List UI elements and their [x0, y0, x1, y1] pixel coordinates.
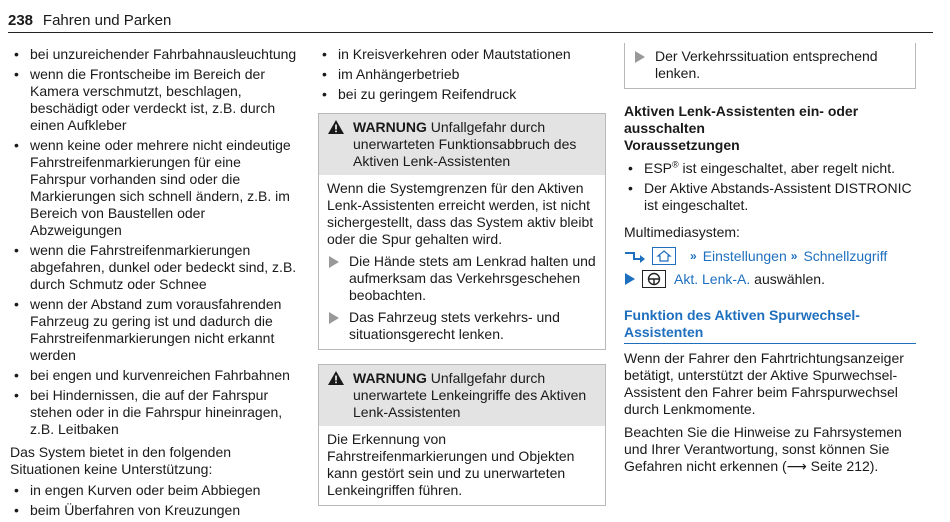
limitations-list	[10, 46, 300, 438]
requirements-list	[624, 160, 916, 214]
list-item: • ESP® ist eingeschaltet, aber regelt nicht.	[624, 160, 916, 177]
chevron-double-icon: »	[790, 248, 798, 263]
list-item: • wenn die Frontscheibe im Bereich der Kamera verschmutzt, beschlagen, beschädigt oder verdeckt ist, z.B. durch einen Aufkleber	[10, 66, 300, 134]
home-button[interactable]	[652, 247, 676, 265]
list-item: • wenn der Abstand zum vorausfahrenden Fahrzeug zu gering ist und dadurch die Fahrstreifenmarkierungen nicht erkannt werden	[10, 296, 300, 364]
warning-box-2	[318, 364, 606, 506]
warning-title: Unfallgefahr durch unerwartete Lenkeingriffe des Aktiven Lenk-Assistenten	[353, 370, 587, 420]
paragraph: Das System bietet in den folgenden Situationen keine Unterstützung:	[10, 444, 232, 477]
select-step	[624, 269, 916, 289]
steering-assist-button[interactable]	[642, 270, 666, 288]
warning-body	[319, 426, 605, 505]
paragraph: Wenn der Fahrer den Fahrtrichtungsanzeiger betätigt, unterstützt der Aktive Spurwechsel-Assistent den Fahrer beim Fahrspurwechsel durch Lenkmomente.	[624, 350, 904, 417]
subheading-requirements: Voraussetzungen	[624, 137, 740, 153]
column-3	[624, 46, 916, 475]
menu-item-quick-access[interactable]: Schnellzugriff	[803, 247, 888, 264]
list-item: • wenn die Fahrstreifenmarkierungen abgefahren, dunkel oder bedeckt sind, z.B. durch Schmutz oder Schnee	[10, 242, 300, 293]
steering-wheel-icon	[643, 271, 665, 287]
warning-text: Wenn die Systemgrenzen für den Aktiven Lenk-Assistenten erreicht werden, ist nicht sichergestellt, dass das System aktiv bleibt oder die Spur gehalten wird.	[327, 180, 594, 247]
multimedia-label: Multimediasystem:	[624, 224, 740, 240]
list-item: • bei zu geringem Reifendruck	[318, 86, 606, 103]
list-item: • im Anhängerbetrieb	[318, 66, 606, 83]
warning-box-1	[318, 113, 606, 350]
list-item: • in Kreisverkehren oder Mautstationen	[318, 46, 606, 63]
no-support-list	[10, 482, 300, 519]
warning-label: WARNUNG	[353, 119, 427, 135]
section-heading: Aktiven Lenk-Assistenten ein- oder ausschalten	[624, 103, 859, 136]
arrow-right-icon	[329, 312, 339, 324]
warning-label: WARNUNG	[353, 370, 427, 386]
list-item: • in engen Kurven oder beim Abbiegen	[10, 482, 300, 499]
menu-item-settings[interactable]: Einstellungen	[702, 247, 787, 264]
list-item: Das Fahrzeug stets verkehrs- und situationsgerecht lenken.	[327, 309, 597, 343]
navigation-path	[624, 246, 916, 266]
list-item: • bei unzureichender Fahrbahnausleuchtung	[10, 46, 300, 63]
column-2	[318, 46, 606, 506]
page-number: 238	[8, 12, 34, 29]
warning-triangle-icon	[327, 119, 345, 135]
paragraph: Beachten Sie die Hinweise zu Fahrsystemen und Ihrer Verantwortung, sonst können Sie Gefahren nicht erkennen (⟶ Seite 212).	[624, 424, 902, 474]
list-item: • bei engen und kurvenreichen Fahrbahnen	[10, 367, 300, 384]
column-1	[10, 46, 300, 522]
warning-continuation	[624, 43, 916, 89]
warning-header	[319, 365, 605, 426]
arrow-right-icon	[624, 273, 636, 285]
page-header	[8, 12, 933, 33]
list-item: • beim Überfahren von Kreuzungen	[10, 502, 300, 519]
warning-triangle-icon	[327, 370, 345, 386]
step-text: auswählen.	[750, 270, 825, 287]
section-title: Funktion des Aktiven Spurwechsel-Assistenten	[624, 307, 916, 344]
list-item: Der Verkehrssituation entsprechend lenken.	[633, 48, 907, 82]
warning-header	[319, 114, 605, 175]
warning-text: Die Erkennung von Fahrstreifenmarkierungen und Objekten kann gestört sein und zu unerwarteten Lenkeingriffen führen.	[327, 431, 575, 498]
warning-body	[319, 175, 605, 349]
list-item: • wenn keine oder mehrere nicht eindeutige Fahrstreifenmarkierungen für eine Fahrspur vorhanden sind oder die Markierungen sich schnell ändern, z.B. im Bereich von Baustellen oder Abzweigungen	[10, 137, 300, 239]
chevron-double-icon: »	[690, 248, 697, 263]
steering-assist-link[interactable]: Akt. Lenk-A.	[674, 270, 751, 287]
arrow-right-icon	[635, 51, 645, 63]
arrow-right-icon	[329, 256, 339, 268]
warning-steps	[327, 253, 597, 343]
menu-arrow-icon	[624, 249, 646, 263]
page-title: Fahren und Parken	[42, 12, 172, 29]
warning-title: Unfallgefahr durch unerwarteten Funktionsabbruch des Aktiven Lenk-Assistenten	[353, 119, 577, 169]
list-item: Die Hände stets am Lenkrad halten und aufmerksam das Verkehrsgeschehen beobachten.	[327, 253, 597, 304]
home-icon	[653, 248, 675, 264]
list-item: • Der Aktive Abstands-Assistent DISTRONIC ist eingeschaltet.	[624, 180, 916, 214]
list-item: • bei Hindernissen, die auf der Fahrspur stehen oder in die Fahrspur hineinragen, z.B. Leitbaken	[10, 387, 300, 438]
situations-list	[318, 46, 606, 103]
